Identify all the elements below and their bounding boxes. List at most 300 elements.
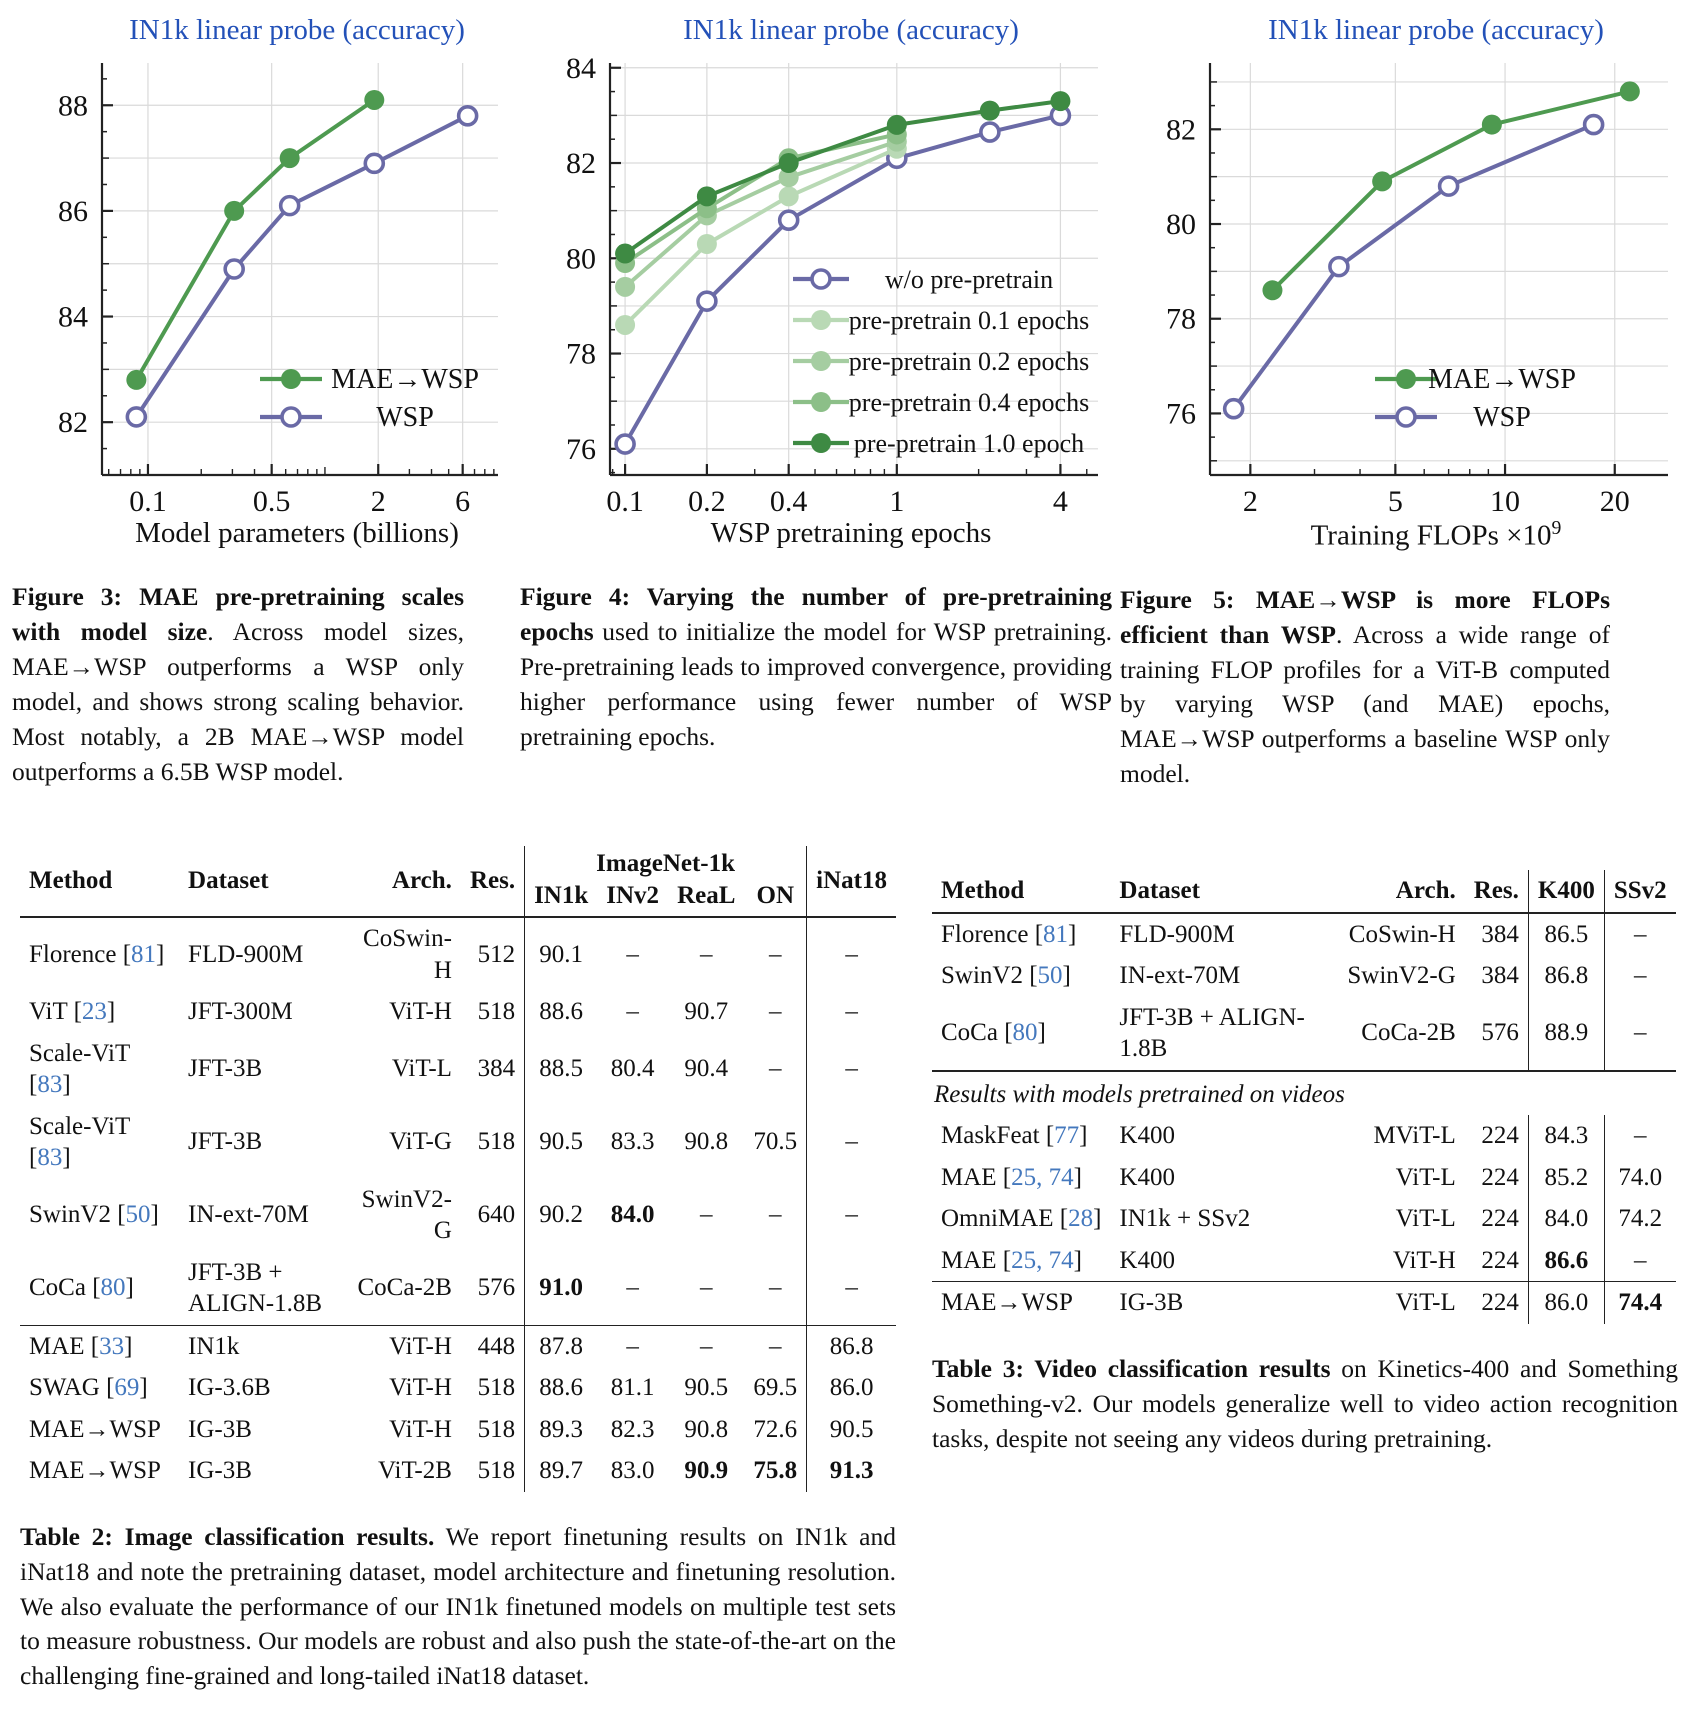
table-cell: IG-3B xyxy=(188,1457,252,1485)
table3-caption-text: on Kinetics-400 and Something Something-v2. Our models generalize well to video action recognition tasks, despite not seeing any videos during pretraining. xyxy=(932,1353,1678,1453)
table-row xyxy=(932,1157,1676,1199)
figure4-caption xyxy=(520,580,1112,755)
figure5-x-axis-label: Training FLOPs $\times 10^9$ xyxy=(1310,517,1562,552)
table-cell: 75.8 xyxy=(753,1457,798,1485)
table-cell: – xyxy=(807,1179,896,1252)
x-tick-label: 5 xyxy=(1387,485,1403,518)
table-cell: ViT-L xyxy=(1395,1205,1456,1233)
table-cell: MAE [25, 74] xyxy=(941,1163,1082,1191)
figure4-caption-text: used to initialize the model for WSP pretraining. Pre-pretraining leads to improved convergence, providing higher performance using fewer number of WSP pretraining epochs. xyxy=(520,616,1112,751)
data-point xyxy=(616,435,634,453)
citation-number: 80 xyxy=(1012,1019,1038,1047)
table-cell: ViT-H xyxy=(1392,1246,1456,1274)
table-cell: 640 xyxy=(477,1201,516,1229)
table-cell: 84.0 xyxy=(1528,1198,1604,1240)
table-cell: ViT-L xyxy=(1338,1282,1464,1324)
table-cell: – xyxy=(626,998,639,1026)
figure5-caption xyxy=(1120,583,1610,793)
table-cell: FLD-900M xyxy=(188,940,304,968)
legend-label: MAE→WSP xyxy=(1428,364,1576,395)
y-tick-label: 82 xyxy=(1166,113,1196,147)
table-cell: – xyxy=(769,1055,782,1083)
table-cell: JFT-3B + ALIGN-1.8B xyxy=(188,1258,323,1318)
legend-marker xyxy=(811,310,831,330)
table-cell: JFT-3B + ALIGN-1.8B xyxy=(1119,1003,1305,1063)
table-cell: – xyxy=(1604,1115,1675,1157)
table-cell: SwinV2 [50] xyxy=(29,1201,159,1229)
data-point xyxy=(1372,171,1392,191)
y-tick-label: 80 xyxy=(1166,208,1196,242)
y-tick-label: 78 xyxy=(1166,302,1196,336)
column-subheader: IN1k xyxy=(525,880,598,918)
table-cell: – xyxy=(769,998,782,1026)
table-cell: ViT-2B xyxy=(377,1457,452,1485)
data-point xyxy=(1482,115,1502,135)
citation-number: 50 xyxy=(125,1201,151,1229)
table-cell: 448 xyxy=(461,1325,525,1367)
legend-entry xyxy=(260,402,434,433)
y-tick-label: 82 xyxy=(566,147,596,181)
data-point xyxy=(224,201,244,221)
data-point xyxy=(887,115,907,135)
figure3-caption-bold: Figure 3: MAE pre-pretraining scales with model size xyxy=(12,582,464,646)
table-cell: CoSwin-H xyxy=(363,925,452,984)
table-row xyxy=(20,1033,896,1106)
legend-label: WSP xyxy=(1473,402,1531,433)
y-tick-label: 80 xyxy=(566,242,596,276)
table-cell: 74.0 xyxy=(1604,1157,1675,1199)
table-row xyxy=(932,1198,1676,1240)
citation-number: 28 xyxy=(1068,1205,1094,1233)
table-cell: 88.9 xyxy=(1528,997,1604,1071)
table-cell: 90.8 xyxy=(684,1128,729,1156)
table-cell: 70.5 xyxy=(753,1128,798,1156)
table-cell: 91.3 xyxy=(807,1450,896,1492)
table-row xyxy=(20,1409,896,1451)
data-point xyxy=(225,260,243,278)
table-cell: ViT [23] xyxy=(29,998,116,1026)
table3-caption-bold: Table 3: Video classification results xyxy=(932,1353,1331,1383)
data-point xyxy=(780,211,798,229)
table-cell: 90.5 xyxy=(525,1106,598,1179)
section-label: Results with models pretrained on videos xyxy=(932,1071,1676,1116)
table-cell: IN1k + SSv2 xyxy=(1119,1205,1251,1233)
table-row xyxy=(932,955,1676,997)
table-cell: 90.9 xyxy=(684,1457,729,1485)
table-cell: Florence [81] xyxy=(941,920,1077,948)
data-point xyxy=(779,186,799,206)
y-tick-label: 84 xyxy=(566,51,596,85)
legend-label: WSP xyxy=(376,402,434,433)
legend-entry xyxy=(793,388,1089,417)
table-cell: 86.5 xyxy=(1528,913,1604,956)
table-cell: 74.4 xyxy=(1604,1282,1675,1324)
data-point xyxy=(698,292,716,310)
table-row xyxy=(932,913,1676,956)
legend-entry xyxy=(1375,364,1576,395)
chart-svg xyxy=(1120,51,1682,521)
table-cell: – xyxy=(699,1201,713,1229)
figure5-panel xyxy=(1120,6,1682,792)
data-point xyxy=(1585,116,1603,134)
data-point xyxy=(127,408,145,426)
citation-number: 25, 74 xyxy=(1011,1246,1074,1274)
table-cell: 576 xyxy=(477,1274,516,1302)
table-cell: IG-3.6B xyxy=(188,1374,271,1402)
table-cell: 90.1 xyxy=(525,917,598,991)
table-cell: ViT-G xyxy=(389,1128,452,1156)
data-point xyxy=(615,244,635,264)
table-cell: Scale-ViT [83] xyxy=(29,1112,130,1172)
column-subheader: ReaL xyxy=(677,881,736,909)
table-cell: 224 xyxy=(1481,1205,1519,1233)
table-cell: – xyxy=(769,1201,782,1229)
y-tick-label: 86 xyxy=(58,194,88,228)
tables-row xyxy=(12,846,1686,1720)
chart-svg xyxy=(520,51,1112,521)
figure3-chart-title: IN1k linear probe (accuracy) xyxy=(129,14,465,46)
table-cell: ViT-H xyxy=(389,1415,452,1443)
legend-label: MAE→WSP xyxy=(331,364,479,395)
data-point xyxy=(281,197,299,215)
table-cell: – xyxy=(626,1274,639,1302)
data-point xyxy=(1330,258,1348,276)
table-cell: 84.3 xyxy=(1528,1115,1604,1157)
column-header: Arch. xyxy=(1395,877,1456,905)
table3-block xyxy=(932,870,1678,1720)
table-row xyxy=(932,1240,1676,1282)
column-header: K400 xyxy=(1528,870,1604,913)
table-cell: 86.8 xyxy=(807,1325,896,1367)
data-point xyxy=(779,153,799,173)
legend-marker xyxy=(281,369,301,389)
table-row xyxy=(20,1179,896,1252)
column-header: Arch. xyxy=(391,867,452,895)
data-point xyxy=(1440,177,1458,195)
legend-label: pre-pretrain 0.4 epochs xyxy=(848,388,1090,417)
y-tick-label: 78 xyxy=(566,337,596,371)
figure5-line-chart xyxy=(1120,51,1682,521)
x-tick-label: 0.4 xyxy=(769,485,808,518)
figures-row xyxy=(12,6,1686,792)
table-cell: CoCa-2B xyxy=(1361,1019,1456,1047)
table-cell: IN-ext-70M xyxy=(188,1201,309,1229)
citation-number: 77 xyxy=(1054,1122,1080,1150)
citation-number: 33 xyxy=(99,1332,125,1360)
table-cell: 224 xyxy=(1465,1282,1529,1324)
table-cell: K400 xyxy=(1119,1163,1175,1191)
chart-svg xyxy=(12,51,512,521)
table-cell: 83.0 xyxy=(610,1457,655,1485)
column-header: Method xyxy=(941,877,1025,905)
table-cell: 89.3 xyxy=(525,1409,598,1451)
table-cell: 82.3 xyxy=(610,1415,655,1443)
column-header: Method xyxy=(29,867,113,895)
table-cell: CoSwin-H xyxy=(1348,920,1456,948)
table-cell: SwinV2-G xyxy=(361,1185,452,1245)
table-row xyxy=(20,1252,896,1326)
data-point xyxy=(615,315,635,335)
legend-label: pre-pretrain 0.1 epochs xyxy=(848,306,1090,335)
table-cell: CoCa [80] xyxy=(941,1019,1046,1047)
table-cell: 90.4 xyxy=(684,1055,729,1083)
section-row xyxy=(932,1071,1676,1116)
table-row xyxy=(20,1325,896,1367)
table-row xyxy=(20,1367,896,1409)
data-point xyxy=(459,107,477,125)
y-tick-label: 82 xyxy=(58,406,88,440)
table-cell: – xyxy=(699,940,713,968)
table-cell: 81.1 xyxy=(610,1374,655,1402)
table-cell: 90.8 xyxy=(684,1415,729,1443)
table-cell: – xyxy=(699,1274,713,1302)
table-cell: – xyxy=(807,1033,896,1106)
table-cell: ViT-H xyxy=(389,998,452,1026)
table-row xyxy=(20,1106,896,1179)
column-header: SSv2 xyxy=(1604,870,1675,913)
table-cell: 86.0 xyxy=(807,1367,896,1409)
column-subheader: ON xyxy=(756,881,795,909)
column-header: Dataset xyxy=(1119,877,1200,905)
figure5-caption-bold: Figure 5: MAE→WSP is more FLOPs efficient than WSP xyxy=(1120,584,1610,649)
citation-number: 81 xyxy=(1043,920,1069,948)
table-cell: ViT-H xyxy=(343,1325,461,1367)
table-cell: 90.5 xyxy=(807,1409,896,1451)
table-cell: MAE→WSP xyxy=(29,1415,161,1443)
table-cell: 80.4 xyxy=(610,1055,655,1083)
table-cell: MAE→WSP xyxy=(29,1457,161,1485)
table2-block xyxy=(20,846,896,1720)
table-cell: 74.2 xyxy=(1604,1198,1675,1240)
data-point xyxy=(280,148,300,168)
table-cell: – xyxy=(597,1325,668,1367)
x-tick-label: 2 xyxy=(370,485,386,518)
table-cell: – xyxy=(807,917,896,991)
figure5-caption-text: . Across a wide range of training FLOP profiles for a ViT-B computed by varying WSP (and MAE) epochs, MAE→WSP outperforms a baseline WSP only model. xyxy=(1120,619,1611,789)
data-point xyxy=(1620,81,1640,101)
citation-number: 23 xyxy=(81,998,107,1026)
table-cell: 86.8 xyxy=(1528,955,1604,997)
table-cell: – xyxy=(1604,913,1675,956)
figure4-chart-title: IN1k linear probe (accuracy) xyxy=(683,14,1019,46)
figure3-line-chart xyxy=(12,51,512,521)
table-cell: MAE→WSP xyxy=(932,1282,1110,1324)
table-cell: ViT-H xyxy=(389,1374,452,1402)
table-cell: – xyxy=(769,1274,782,1302)
table-cell: – xyxy=(668,1325,744,1367)
data-point xyxy=(364,90,384,110)
table-cell: – xyxy=(1604,1240,1675,1282)
figure3-x-axis-label: Model parameters (billions) xyxy=(135,517,459,549)
table-cell: 85.2 xyxy=(1528,1157,1604,1199)
table-cell: FLD-900M xyxy=(1119,920,1235,948)
legend-marker xyxy=(811,433,831,453)
series-line xyxy=(136,100,374,380)
table-cell: 69.5 xyxy=(753,1374,798,1402)
x-tick-label: 20 xyxy=(1599,485,1630,518)
citation-number: 50 xyxy=(1037,962,1063,990)
table-cell: 224 xyxy=(1481,1163,1519,1191)
table-cell: 89.7 xyxy=(525,1450,598,1492)
table-cell: 84.0 xyxy=(610,1201,655,1229)
table-cell: 518 xyxy=(477,1128,516,1156)
column-header: Dataset xyxy=(188,867,269,895)
table-cell: CoCa-2B xyxy=(357,1274,452,1302)
table-cell: SWAG [69] xyxy=(29,1374,148,1402)
table-cell: 86.6 xyxy=(1528,1240,1604,1282)
citation-number: 81 xyxy=(131,940,157,968)
legend-entry xyxy=(260,364,479,395)
table2-caption-bold: Table 2: Image classification results. xyxy=(20,1521,435,1551)
table-cell: – xyxy=(1604,997,1675,1071)
data-point xyxy=(365,154,383,172)
x-tick-label: 0.5 xyxy=(252,485,291,518)
table-row xyxy=(20,917,896,991)
table3-caption xyxy=(932,1352,1678,1457)
figure3-caption xyxy=(12,580,464,790)
table-row xyxy=(932,1115,1676,1157)
table-cell: JFT-300M xyxy=(188,998,293,1026)
y-tick-label: 84 xyxy=(58,300,88,334)
table-cell: 90.2 xyxy=(525,1179,598,1252)
x-tick-label: 10 xyxy=(1490,485,1521,518)
table-cell: ViT-L xyxy=(391,1055,452,1083)
y-tick-label: 88 xyxy=(58,89,88,123)
table-row xyxy=(20,991,896,1033)
table-cell: – xyxy=(626,940,639,968)
legend-entry xyxy=(793,265,1053,294)
table-cell: 224 xyxy=(1481,1246,1519,1274)
table-cell: 384 xyxy=(1481,920,1519,948)
y-tick-label: 76 xyxy=(1166,397,1196,431)
table-cell: 88.5 xyxy=(525,1033,598,1106)
x-tick-label: 2 xyxy=(1242,485,1258,518)
table-cell: 512 xyxy=(477,940,516,968)
t2-results-table xyxy=(20,846,896,1492)
table-cell: 518 xyxy=(477,1457,516,1485)
table-cell: 384 xyxy=(477,1055,516,1083)
figure4-line-chart xyxy=(520,51,1112,521)
table-cell: ViT-L xyxy=(1395,1163,1456,1191)
table-cell: CoCa [80] xyxy=(29,1274,134,1302)
table2-caption-text: We report finetuning results on IN1k and iNat18 and note the pretraining dataset, model architecture and finetuning resolution. We also evaluate the performance of our IN1k finetuned models on multiple test sets to measure robustness. Our models are robust and also push the state-of-the-art on the challenging fine-grained and long-tailed iNat18 dataset. xyxy=(20,1521,896,1691)
legend-entry xyxy=(793,429,1084,458)
table-cell: OmniMAE [28] xyxy=(941,1205,1102,1233)
legend-entry xyxy=(1375,402,1531,433)
figure5-chart-title: IN1k linear probe (accuracy) xyxy=(1268,14,1604,46)
table-cell: K400 xyxy=(1119,1246,1175,1274)
table2-image-classification xyxy=(20,846,896,1492)
table-cell: MViT-L xyxy=(1373,1122,1456,1150)
table-cell: 384 xyxy=(1481,962,1519,990)
legend-marker xyxy=(1397,408,1415,426)
table-cell: K400 xyxy=(1119,1122,1175,1150)
table-cell: 86.0 xyxy=(1528,1282,1604,1324)
figure3-caption-text: . Across model sizes, MAE→WSP outperforms a WSP only model, and shows strong scaling behavior. Most notably, a 2B MAE→WSP model outperforms a 6.5B WSP model. xyxy=(12,616,464,786)
table-cell: 90.7 xyxy=(684,998,729,1026)
data-point xyxy=(615,277,635,297)
legend-label: pre-pretrain 1.0 epoch xyxy=(853,429,1085,458)
table-cell: 224 xyxy=(1481,1122,1519,1150)
data-point xyxy=(697,186,717,206)
column-header: Res. xyxy=(1473,877,1519,905)
data-point xyxy=(1050,91,1070,111)
table-cell: SwinV2 [50] xyxy=(941,962,1071,990)
figure4-panel xyxy=(520,6,1112,792)
legend-marker xyxy=(811,392,831,412)
figure4-x-axis-label: WSP pretraining epochs xyxy=(710,517,992,549)
x-tick-label: 6 xyxy=(455,485,471,518)
table-cell: – xyxy=(807,1252,896,1326)
table-cell: 518 xyxy=(477,1415,516,1443)
table-cell: MAE [33] xyxy=(20,1325,179,1367)
x-tick-label: 0.1 xyxy=(606,485,644,518)
table-cell: IG-3B xyxy=(188,1415,252,1443)
figure4-caption-bold: Figure 4: Varying the number of pre-pretraining epochs xyxy=(520,582,1112,646)
exponent: 9 xyxy=(1551,517,1562,539)
table-cell: IN-ext-70M xyxy=(1119,962,1241,990)
table3-video-classification xyxy=(932,870,1678,1324)
data-point xyxy=(126,370,146,390)
legend-entry xyxy=(793,306,1089,335)
data-point xyxy=(980,101,1000,121)
table-cell: SwinV2-G xyxy=(1347,962,1456,990)
x-tick-label: 0.1 xyxy=(129,485,167,518)
data-point xyxy=(697,234,717,254)
x-tick-label: 0.2 xyxy=(688,485,726,518)
table-cell: – xyxy=(769,940,782,968)
table2-caption xyxy=(20,1520,896,1695)
citation-number: 25, 74 xyxy=(1011,1163,1074,1191)
table-cell: 88.6 xyxy=(525,991,598,1033)
table-cell: 518 xyxy=(477,1374,516,1402)
table-cell: 83.3 xyxy=(610,1128,655,1156)
table-cell: – xyxy=(807,991,896,1033)
table-cell: 88.6 xyxy=(525,1367,598,1409)
t3-results-table xyxy=(932,870,1676,1324)
figure3-panel xyxy=(12,6,512,792)
table-cell: – xyxy=(744,1325,806,1367)
citation-number: 80 xyxy=(100,1274,126,1302)
legend-marker xyxy=(282,408,300,426)
legend-marker xyxy=(812,270,830,288)
legend-marker xyxy=(1396,369,1416,389)
table-cell: 72.6 xyxy=(753,1415,798,1443)
table-cell: JFT-3B xyxy=(188,1055,263,1083)
citation-number: 83 xyxy=(37,1071,63,1099)
table-row xyxy=(932,997,1676,1071)
legend-marker xyxy=(811,351,831,371)
table-cell: – xyxy=(807,1106,896,1179)
table-cell: 87.8 xyxy=(525,1325,598,1367)
citation-number: 83 xyxy=(37,1144,63,1172)
legend-label: w/o pre-pretrain xyxy=(884,265,1054,294)
group-header: ImageNet-1k xyxy=(525,846,807,880)
column-header: Res. xyxy=(469,867,516,895)
legend-entry xyxy=(793,347,1089,376)
table-cell: JFT-3B xyxy=(188,1128,263,1156)
table-cell: 518 xyxy=(477,998,516,1026)
y-tick-label: 76 xyxy=(566,432,596,466)
legend-label: pre-pretrain 0.2 epochs xyxy=(848,347,1090,376)
data-point xyxy=(1262,280,1282,300)
table-row xyxy=(20,1450,896,1492)
table-cell: 90.5 xyxy=(684,1374,729,1402)
table-cell: 91.0 xyxy=(525,1252,598,1326)
table-row xyxy=(932,1282,1676,1324)
x-tick-label: 4 xyxy=(1052,485,1068,518)
table-cell: IN1k xyxy=(179,1325,343,1367)
